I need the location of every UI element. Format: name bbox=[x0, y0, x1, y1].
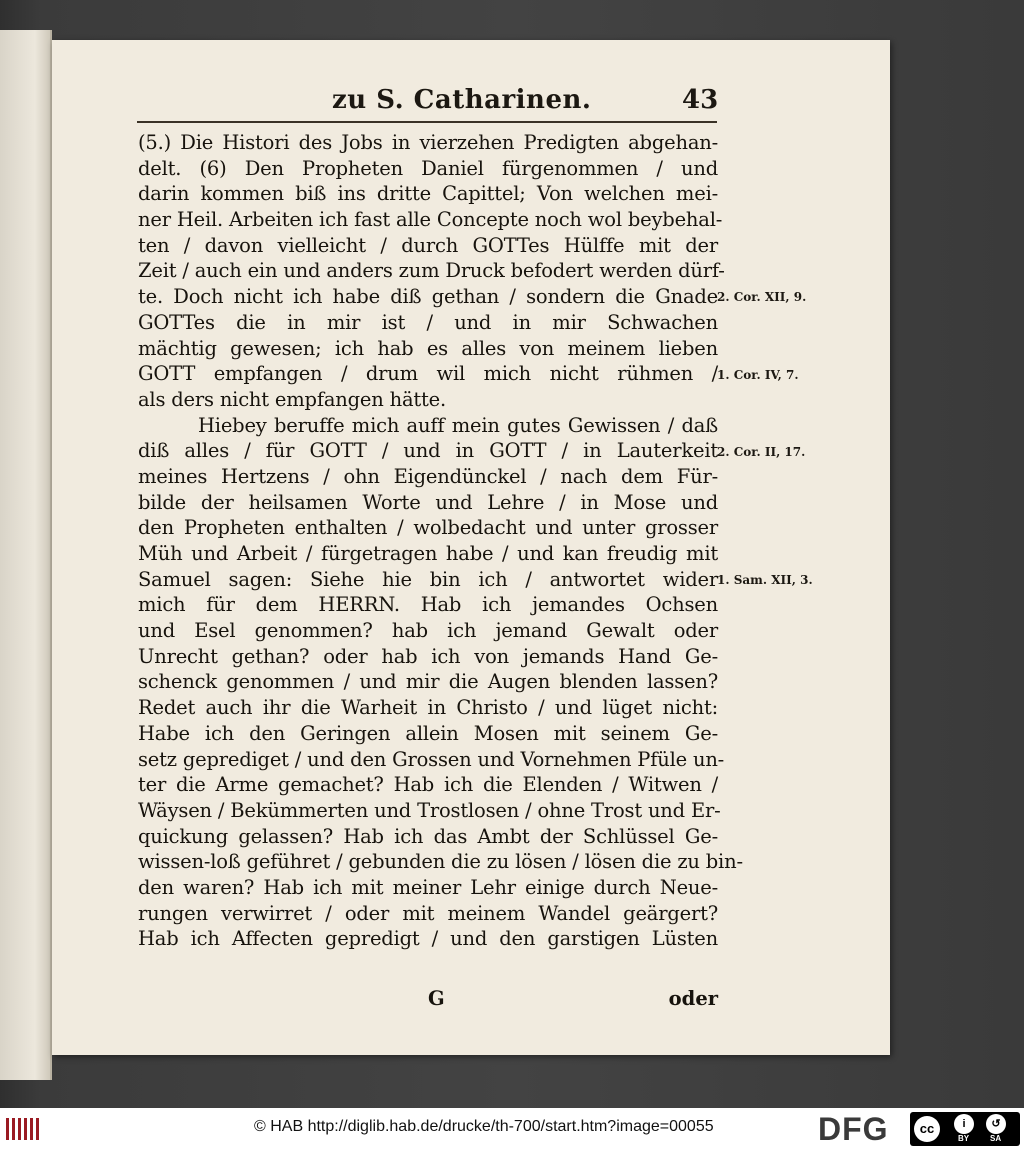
page-header bbox=[52, 85, 890, 125]
text-line: Hab ich Affecten gepredigt / und den garstigen Lüsten bbox=[138, 927, 718, 951]
sa-icon: ↺ bbox=[986, 1114, 1006, 1134]
text-line: Zeit / auch ein und anders zum Druck befodert werden dürf- bbox=[138, 259, 725, 283]
copyright-link[interactable]: © HAB http://diglib.hab.de/drucke/th-700/start.htm?image=00055 bbox=[254, 1118, 714, 1135]
text-line: GOTTes die in mir ist / und in mir Schwachen bbox=[138, 310, 718, 334]
text-line: Müh und Arbeit / fürgetragen habe / und kan freudig mit bbox=[138, 542, 718, 565]
text-line: Samuel sagen: Siehe hie bin ich / antwortet wider bbox=[138, 567, 718, 591]
text-line: mich für dem HERRN. Hab ich jemandes Ochsen bbox=[138, 593, 718, 617]
text-line: und Esel genommen? hab ich jemand Gewalt oder bbox=[138, 619, 718, 643]
margin-note: 2. Cor. XII, 9. bbox=[717, 290, 807, 304]
signature-mark: G bbox=[428, 987, 445, 1010]
text-line: mächtig gewesen; ich hab es alles von meinem lieben bbox=[138, 336, 718, 360]
dfg-logo: DFG bbox=[818, 1111, 889, 1147]
text-line: schenck genommen / und mir die Augen blenden lassen? bbox=[138, 670, 718, 694]
cc-icon: cc bbox=[914, 1116, 940, 1142]
margin-note: 1. Sam. XII, 3. bbox=[717, 573, 813, 587]
text-line: quickung gelassen? Hab ich das Ambt der Schlüssel Ge- bbox=[138, 824, 718, 848]
text-line: meines Hertzens / ohn Eigendünckel / nach dem Für- bbox=[138, 464, 718, 488]
text-line: te. Doch nicht ich habe diß gethan / sondern die Gnade bbox=[138, 285, 718, 309]
text-line: als ders nicht empfangen hätte. bbox=[138, 387, 447, 411]
by-icon: i bbox=[954, 1114, 974, 1134]
document-page bbox=[52, 40, 890, 1055]
text-line: delt. (6) Den Propheten Daniel fürgenommen / und bbox=[138, 156, 718, 180]
text-line: ter die Arme gemachet? Hab ich die Elenden / Witwen / bbox=[138, 773, 718, 797]
facing-page-edge bbox=[0, 30, 52, 1080]
catchword: oder bbox=[668, 987, 718, 1010]
text-line: den waren? Hab ich mit meiner Lehr einige durch Neue- bbox=[138, 875, 718, 899]
text-line: GOTT empfangen / drum wil mich nicht rühmen / bbox=[138, 362, 718, 386]
margin-note: 1. Cor. IV, 7. bbox=[717, 368, 799, 382]
text-line: den Propheten enthalten / wolbedacht und unter grosser bbox=[138, 516, 718, 540]
header-rule bbox=[137, 121, 717, 123]
text-line: diß alles / für GOTT / und in GOTT / in Lauterkeit bbox=[138, 439, 718, 463]
text-line: Wäysen / Bekümmerten und Trostlosen / ohne Trost und Er- bbox=[138, 798, 721, 822]
cc-license-badge[interactable] bbox=[910, 1112, 1020, 1146]
text-line: setz geprediget / und den Grossen und Vornehmen Pfüle un- bbox=[138, 747, 725, 771]
body-text bbox=[138, 130, 743, 1010]
by-label: BY bbox=[958, 1134, 970, 1143]
text-line: rungen verwirret / oder mit meinem Wandel geärgert? bbox=[138, 901, 718, 925]
text-line: Unrecht gethan? oder hab ich von jemands Hand Ge- bbox=[138, 644, 718, 668]
text-line: darin kommen biß ins dritte Capittel; Von welchen mei- bbox=[138, 182, 718, 206]
text-line: bilde der heilsamen Worte und Lehre / in Mose und bbox=[138, 490, 718, 514]
text-line: wissen-loß geführet / gebunden die zu lösen / lösen die zu bin- bbox=[138, 850, 743, 874]
text-line: ten / davon vielleicht / durch GOTTes Hülffe mit der bbox=[138, 233, 718, 257]
hab-logo-icon bbox=[4, 1114, 44, 1144]
running-head: zu S. Catharinen. bbox=[332, 85, 592, 115]
catch-line bbox=[138, 987, 718, 1013]
sa-label: SA bbox=[990, 1134, 1002, 1143]
margin-note: 2. Cor. II, 17. bbox=[717, 445, 806, 459]
text-line: Hiebey beruffe mich auff mein gutes Gewissen / daß bbox=[198, 413, 718, 437]
page-number: 43 bbox=[682, 85, 719, 115]
text-line: (5.) Die Histori des Jobs in vierzehen Predigten abgehan- bbox=[138, 131, 718, 154]
text-line: Habe ich den Geringen allein Mosen mit seinem Ge- bbox=[138, 721, 718, 745]
text-line: ner Heil. Arbeiten ich fast alle Concepte noch wol beybehal- bbox=[138, 208, 723, 232]
viewer-footer bbox=[0, 1108, 1024, 1149]
text-line: Redet auch ihr die Warheit in Christo / und lüget nicht: bbox=[138, 696, 718, 720]
